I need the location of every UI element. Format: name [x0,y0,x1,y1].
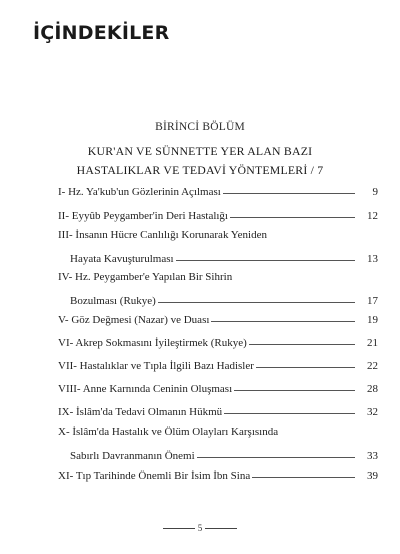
toc-entry[interactable] [58,229,378,265]
toc-entry-title: VI- Akrep Sokmasını İyileştirmek (Rukye) [58,337,247,349]
toc-entry-title: II- Eyyûb Peygamber'in Deri Hastalığı [58,210,228,222]
toc-entry-page: 28 [367,383,378,395]
toc-entry-page: 17 [367,295,378,307]
toc-entry-title: XI- Tıp Tarihinde Önemli Bir İsim İbn Sina [58,470,251,482]
toc-entry-title-continued: Hayata Kavuşturulması [70,253,174,265]
section-label: BİRİNCİ BÖLÜM [155,121,245,133]
toc-entry-title-continued: Sabırlı Davranmanın Önemi [70,450,195,462]
toc-entry-page: 12 [367,210,378,222]
toc-entry-page: 33 [367,450,378,462]
page-number: 5 [197,523,203,533]
dot-leader [223,193,355,194]
toc-entry-page: 19 [367,314,378,326]
section-title [0,142,400,180]
toc-entry[interactable] [58,271,378,307]
toc-entry-page: 32 [367,406,378,418]
toc-entry-title: III- İnsanın Hücre Canlılığı Korunarak Yeniden [58,229,267,241]
toc-entry-page: 39 [367,470,378,482]
toc-entry[interactable] [58,180,378,198]
toc-entry-page: 13 [367,253,378,265]
toc-entry-page: 22 [367,360,378,372]
dot-leader [249,344,355,345]
toc-entry[interactable] [58,377,378,395]
toc-entry[interactable] [58,204,378,222]
toc-entry-page: 9 [372,186,378,198]
footer-rule-right [205,528,237,529]
toc-entry[interactable] [58,426,378,462]
dot-leader [176,260,355,261]
page-title: İÇİNDEKİLER [33,22,170,44]
toc-entry-title: IX- İslâm'da Tedavi Olmanın Hükmü [58,406,223,418]
dot-leader [158,302,355,303]
toc-entry-title-continued: Bozulması (Rukye) [70,295,156,307]
toc-entry[interactable] [58,331,378,349]
section-title-line-1: KUR'AN VE SÜNNETTE YER ALAN BAZI [87,144,313,158]
toc-entry[interactable] [58,464,378,482]
dot-leader [256,367,355,368]
dot-leader [230,217,355,218]
toc-entry-title: I- Hz. Ya'kub'un Gözlerinin Açılması [58,186,221,198]
toc-entry-title: VII- Hastalıklar ve Tıpla İlgili Bazı Hadisler [58,360,254,372]
toc-entry[interactable] [58,400,378,418]
toc-entry-title: V- Göz Değmesi (Nazar) ve Duası [58,314,210,326]
toc-entry-title: IV- Hz. Peygamber'e Yapılan Bir Sihrin [58,271,233,283]
dot-leader [197,457,355,458]
dot-leader [252,477,355,478]
page-footer [0,523,400,533]
section-title-line-2: HASTALIKLAR VE TEDAVİ YÖNTEMLERİ / 7 [76,163,324,177]
toc-entry-title: X- İslâm'da Hastalık ve Ölüm Olayları Karşısında [58,426,279,438]
dot-leader [224,413,355,414]
toc-entry[interactable] [58,354,378,372]
toc-entry-title: VIII- Anne Karnında Ceninin Oluşması [58,383,233,395]
dot-leader [234,390,355,391]
toc-entry-page: 21 [367,337,378,349]
footer-rule-left [163,528,195,529]
toc-entry[interactable] [58,308,378,326]
dot-leader [211,321,355,322]
